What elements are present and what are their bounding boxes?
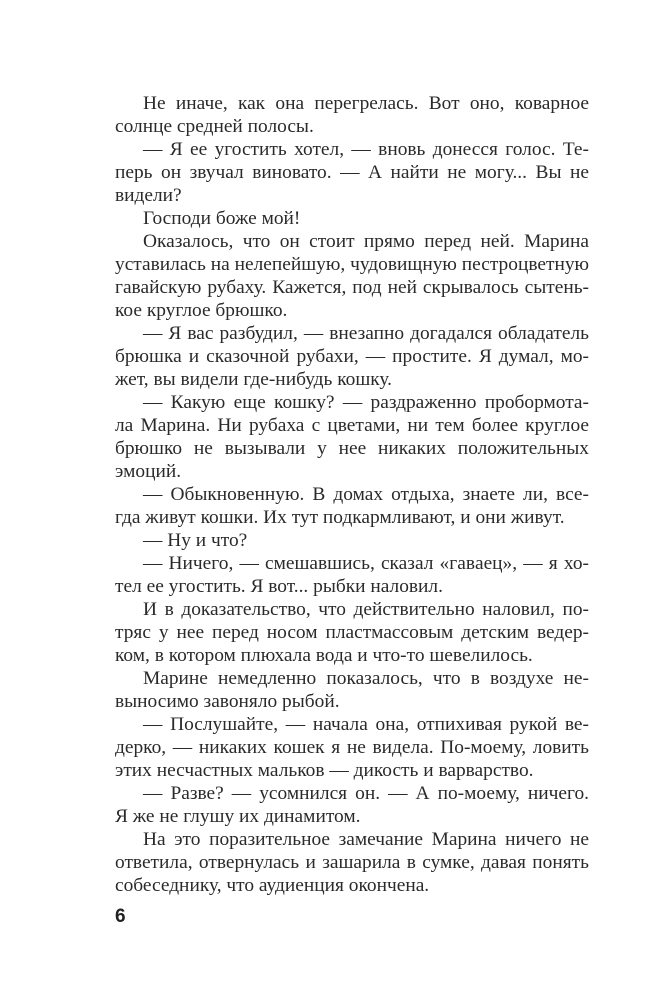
text-line: кое круглое брюшко.	[115, 300, 288, 321]
text-line: — Ничего, — смешавшись, сказал «гавaец», — я хо-	[143, 553, 589, 574]
text-line: Господи боже мой!	[143, 208, 301, 229]
text-line: этих несчастных мальков — дикость и варварство.	[115, 760, 534, 781]
text-line: эмоций.	[115, 461, 182, 482]
text-line: — Разве? — усомнился он. — А по-моему, ничего.	[143, 783, 589, 804]
text-line: брюшка и сказочной рубахи, — простите. Я думал, мо-	[115, 346, 589, 367]
text-line: И в доказательство, что действительно наловил, по-	[143, 599, 589, 620]
text-line: видели?	[115, 185, 182, 206]
text-line: тряс у нее перед носом пластмассовым детским ведер-	[115, 622, 589, 643]
text-line: собеседнику, что аудиенция окончена.	[115, 875, 430, 896]
text-line: Не иначе, как она перегрелась. Вот оно, коварное	[143, 93, 589, 114]
page-number: 6	[115, 906, 126, 927]
text-line: дерко, — никаких кошек я не видела. По-моему, ловить	[115, 737, 589, 758]
text-line: Марине немедленно показалось, что в воздухе не-	[143, 668, 589, 689]
text-line: уставилась на нелепейшую, чудовищную пестроцветную	[115, 254, 589, 275]
page-body-text	[115, 92, 589, 897]
text-line: — Ну и что?	[143, 530, 248, 551]
text-line: — Обыкновенную. В домах отдыха, знаете ли, все-	[143, 484, 589, 505]
text-line: жет, вы видели где-нибудь кошку.	[115, 369, 393, 390]
text-line: — Какую еще кошку? — раздраженно пробормота-	[143, 392, 589, 413]
text-line: — Послушайте, — начала она, отпихивая рукой ве-	[143, 714, 589, 735]
text-line: брюшко не вызывали у нее никаких положительных	[115, 438, 589, 459]
text-line: ком, в котором плюхала вода и что-то шевелилось.	[115, 645, 533, 666]
text-line: солнце средней полосы.	[115, 116, 314, 137]
text-line: Я же не глушу их динамитом.	[115, 806, 361, 827]
text-line: ла Марина. Ни рубаха с цветами, ни тем более круглое	[115, 415, 589, 436]
text-line: На это поразительное замечание Марина ничего не	[143, 829, 589, 850]
text-line: перь он звучал виновато. — А найти не могу... Вы не	[115, 162, 589, 183]
text-line: — Я ее угостить хотел, — вновь донесся голос. Те-	[143, 139, 589, 160]
text-line: Оказалось, что он стоит прямо перед ней. Марина	[143, 231, 589, 252]
text-line: тел ее угостить. Я вот... рыбки наловил.	[115, 576, 443, 597]
text-line: выносимо завоняло рыбой.	[115, 691, 340, 712]
text-line: гда живут кошки. Их тут подкармливают, и они живут.	[115, 507, 565, 528]
text-line: ответила, отвернулась и зашарила в сумке, давая понять	[115, 852, 589, 873]
text-line: — Я вас разбудил, — внезапно догадался обладатель	[143, 323, 589, 344]
text-line: гавайскую рубаху. Кажется, под ней скрывалось сытень-	[115, 277, 589, 298]
